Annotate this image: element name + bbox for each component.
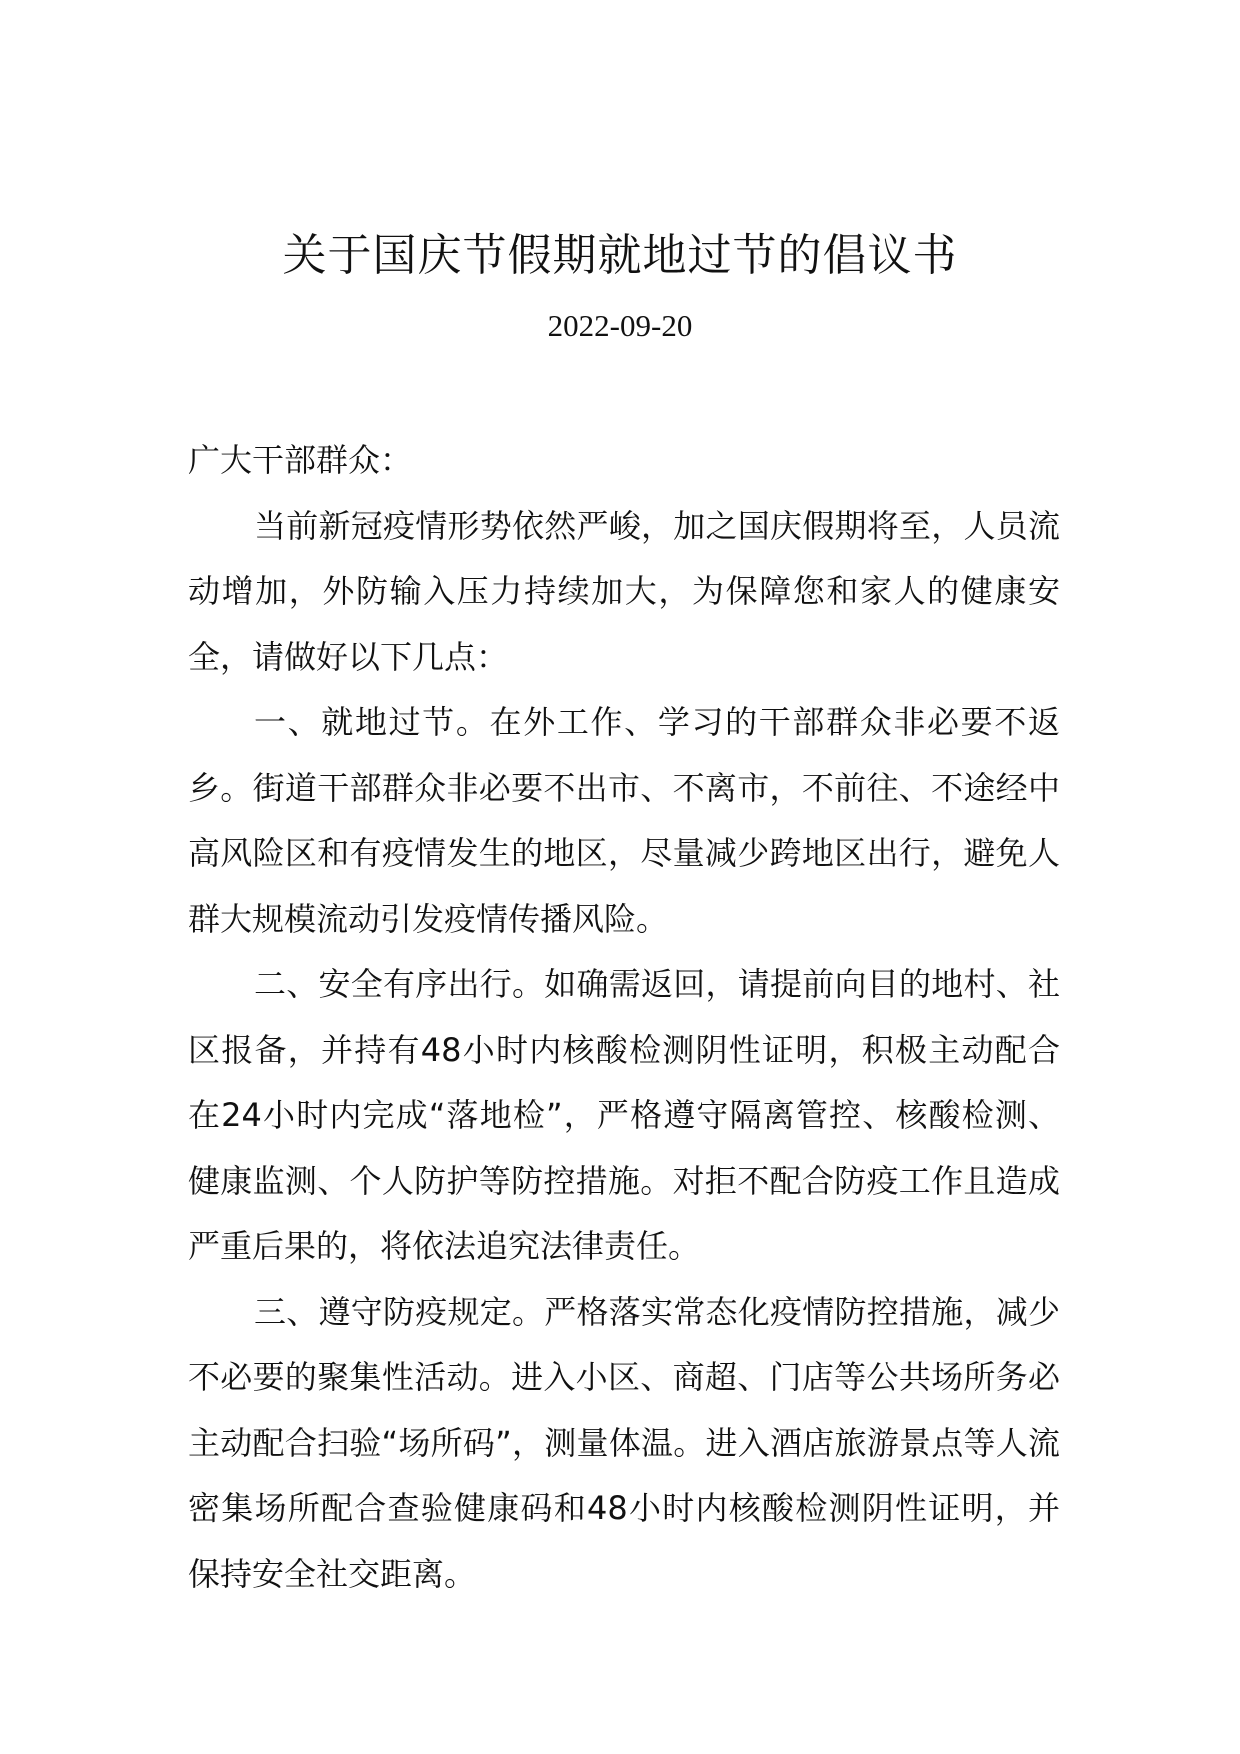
document-body xyxy=(188,428,1060,1607)
paragraph-intro: 当前新冠疫情形势依然严峻，加之国庆假期将至，人员流动增加，外防输入压力持续加大，为保障您和家人的健康安全，请做好以下几点： xyxy=(188,506,1060,676)
document-title: 关于国庆节假期就地过节的倡议书 xyxy=(282,230,958,281)
paragraph-item-3: 三、遵守防疫规定。严格落实常态化疫情防控措施，减少不必要的聚集性活动。进入小区、商超、门店等公共场所务必主动配合扫验“场所码”，测量体温。进入酒店旅游景点等人流密集场所配合查验健康码和48小时内核酸检测阴性证明，并保持安全社交距离。 xyxy=(188,1292,1060,1593)
salutation: 广大干部群众： xyxy=(188,441,413,479)
paragraph-item-2: 二、安全有序出行。如确需返回，请提前向目的地村、社区报备，并持有48小时内核酸检测阴性证明，积极主动配合在24小时内完成“落地检”，严格遵守隔离管控、核酸检测、健康监测、个人防护等防控措施。对拒不配合防疫工作且造成严重后果的，将依法追究法律责任。 xyxy=(188,965,1060,1265)
paragraph-item-1: 一、就地过节。在外工作、学习的干部群众非必要不返乡。街道干部群众非必要不出市、不离市，不前往、不途经中高风险区和有疫情发生的地区，尽量减少跨地区出行，避免人群大规模流动引发疫情传播风险。 xyxy=(188,703,1060,938)
document-date: 2022-09-20 xyxy=(547,308,693,343)
